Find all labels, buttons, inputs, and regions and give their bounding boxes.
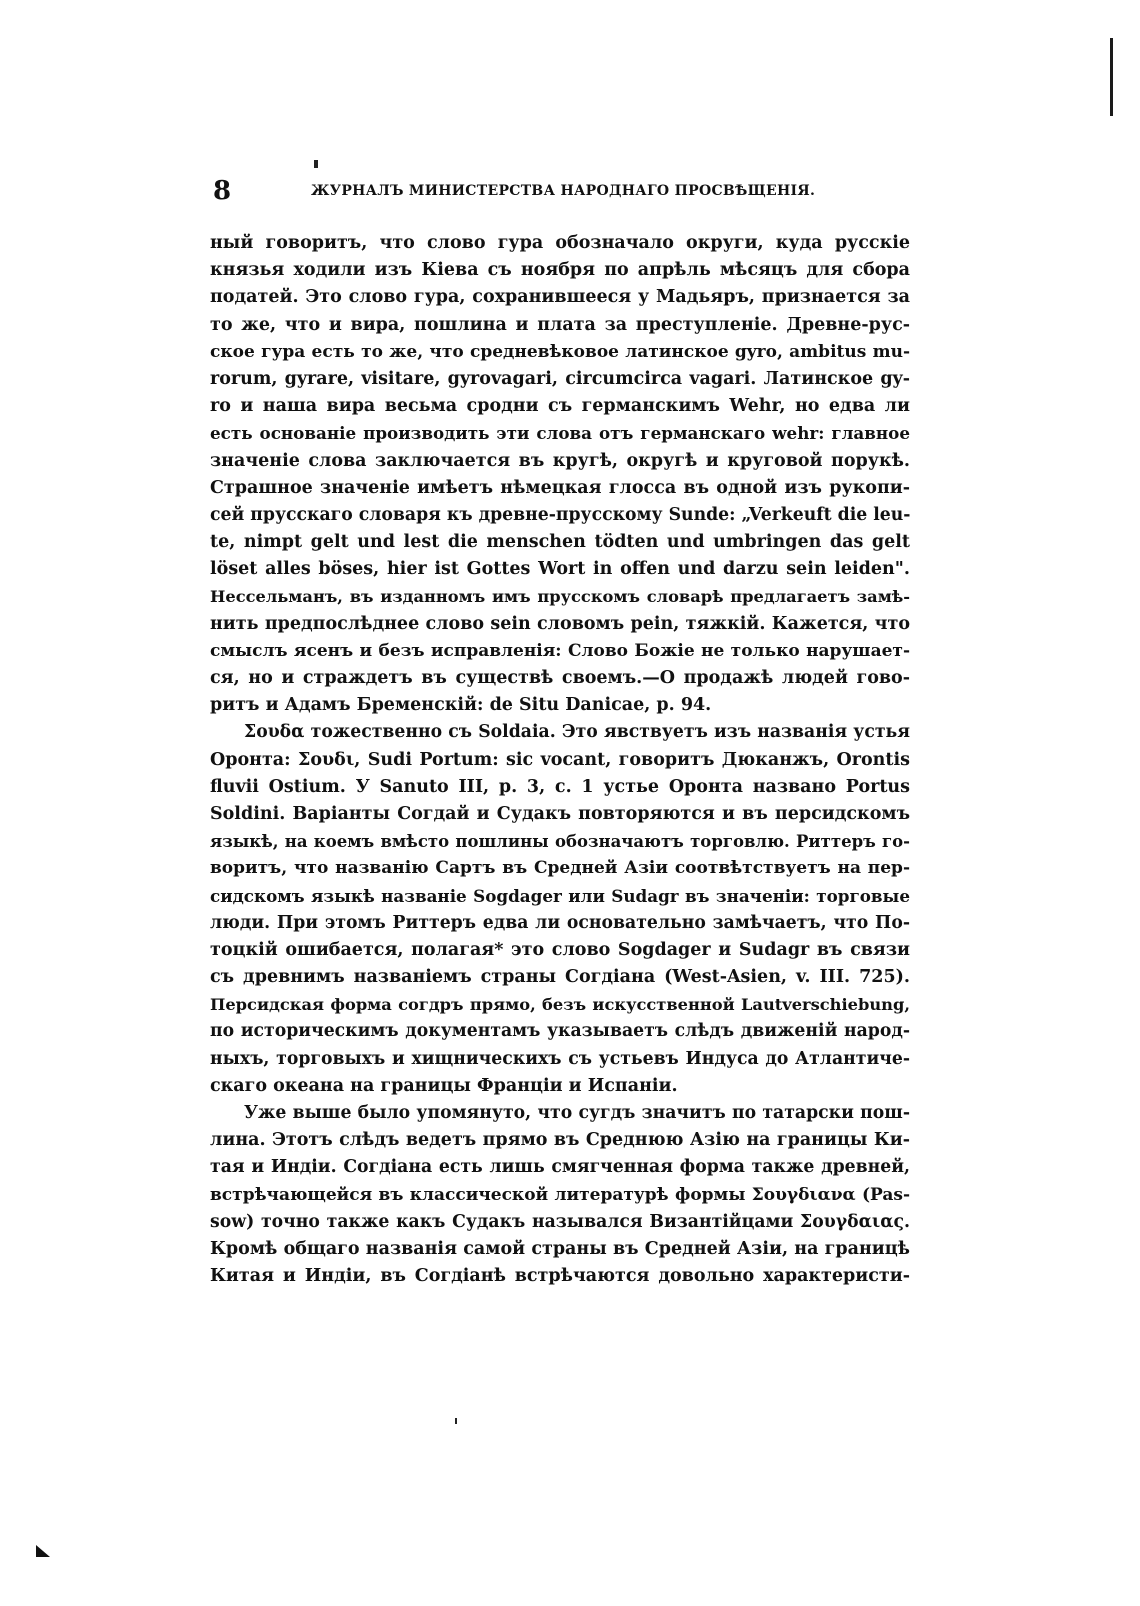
text-line: языкѣ, на коемъ вмѣсто пошлины обозначаютъ торговлю. Риттеръ го- (210, 832, 910, 852)
text-line: ный говоритъ, что слово гура обозначало округи, куда русскіе (210, 233, 910, 253)
text-line: сей прусскаго словаря къ древне-прусскому Sunde: „Verkeuft die leu- (210, 504, 911, 525)
text-line: есть основаніе производить эти слова отъ германскаго wehr: главное (210, 423, 910, 444)
text-line: тая и Индіи. Согдіана есть лишь смягченная форма также древней, (210, 1157, 910, 1178)
paragraph (210, 1100, 910, 1290)
text-line: Персидская форма согдръ прямо, безъ искусственной Lautverschiebung, (210, 995, 910, 1015)
text-line: Σουδα тожественно съ Soldaia. Это явствуетъ изъ названія устья (244, 722, 910, 743)
page-number: 8 (213, 176, 232, 206)
scan-edge-line (1110, 38, 1113, 116)
text-line: ское гура есть то же, что средневѣковое латинское gyro, ambitus mu- (210, 341, 910, 362)
paragraph (210, 230, 910, 719)
text-line: по историческимъ документамъ указываетъ слѣдъ движеній народ- (210, 1021, 910, 1042)
text-line: fluvii Ostium. У Sanuto III, p. 3, c. 1 устье Оронта названо Portus (210, 776, 910, 797)
text-line: ro и наша вира весьма сродни съ германскимъ Wehr, но едва ли (210, 396, 910, 417)
text-line: Китая и Индіи, въ Согдіанѣ встрѣчаются довольно характеристи- (210, 1266, 910, 1287)
text-line: скаго океана на границы Франціи и Испаніи. (210, 1075, 678, 1096)
journal-title: ЖУРНАЛЪ МИНИСТЕРСТВА НАРОДНАГО ПРОСВѢЩЕНІЯ. (311, 183, 816, 199)
text-line: sow) точно также какъ Судакъ назывался Византійцами Σουγδαιας. (210, 1211, 910, 1232)
running-header (213, 176, 913, 206)
scan-speck (314, 160, 318, 168)
text-line: Оронта: Σουδι, Sudi Portum: sic vocant, говоритъ Дюканжъ, Orontis (210, 749, 910, 770)
text-line: воритъ, что названію Сартъ въ Средней Азіи соотвѣтствуетъ на пер- (210, 858, 910, 879)
body-text (210, 230, 910, 1290)
text-line: тоцкій ошибается, полагая* это слово Sogdager и Sudagr въ связи (210, 939, 910, 960)
text-line: Уже выше было упомянуто, что сугдъ значитъ по татарски пош- (244, 1103, 910, 1123)
text-line: rorum, gyrare, visitare, gyrovagari, circumcirca vagari. Латинское gy- (210, 368, 910, 389)
paragraph (210, 719, 910, 1100)
text-line: податей. Это слово гура, сохранившееся у Мадьяръ, признается за (210, 287, 910, 308)
text-line: Кромѣ общаго названія самой страны въ Средней Азіи, на границѣ (210, 1238, 910, 1259)
text-line: ся, но и страждетъ въ существѣ своемъ.—О продажѣ людей гово- (210, 668, 910, 688)
text-line: te, nimpt gelt und lest die menschen tödten und umbringen das gelt (210, 532, 910, 553)
text-line: löset alles böses, hier ist Gottes Wort in offen und darzu sein leiden". (210, 559, 910, 580)
corner-arrow-icon (36, 1545, 50, 1557)
text-line: князья ходили изъ Кіева съ ноября по апрѣль мѣсяцъ для сбора (210, 260, 910, 281)
scan-speck (455, 1418, 457, 1424)
text-line: то же, что и вира, пошлина и плата за преступленіе. Древне-рус- (210, 314, 910, 335)
text-line: Страшное значеніе имѣетъ нѣмецкая глосса въ одной изъ рукопи- (210, 477, 910, 498)
text-line: лина. Этотъ слѣдъ ведетъ прямо въ Среднюю Азію на границы Ки- (210, 1130, 910, 1151)
text-line: встрѣчающейся въ классической литературѣ формы Σουγδιανα (Pas- (210, 1184, 910, 1205)
text-line: значеніе слова заключается въ кругѣ, округѣ и круговой порукѣ. (210, 450, 910, 471)
text-line: Soldini. Варіанты Согдай и Судакъ повторяются и въ персидскомъ (210, 803, 910, 824)
text-line: Нессельманъ, въ изданномъ имъ прусскомъ словарѣ предлагаетъ замѣ- (210, 587, 910, 607)
text-line: ритъ и Адамъ Бременскій: de Situ Danicae, p. 94. (210, 695, 712, 716)
text-line: ныхъ, торговыхъ и хищническихъ съ устьевъ Индуса до Атлантиче- (210, 1048, 910, 1069)
text-line: люди. При этомъ Риттеръ едва ли основательно замѣчаетъ, что По- (210, 912, 910, 933)
text-line: смыслъ ясенъ и безъ исправленія: Слово Божіе не только нарушает- (210, 640, 910, 661)
text-line: сидскомъ языкѣ названіе Sogdager или Sudagr въ значеніи: торговые (210, 885, 910, 906)
text-line: нить предпослѣднее слово sein словомъ pein, тяжкій. Кажется, что (210, 613, 910, 634)
text-line: съ древнимъ названіемъ страны Согдіана (West-Asien, v. III. 725). (210, 967, 910, 988)
